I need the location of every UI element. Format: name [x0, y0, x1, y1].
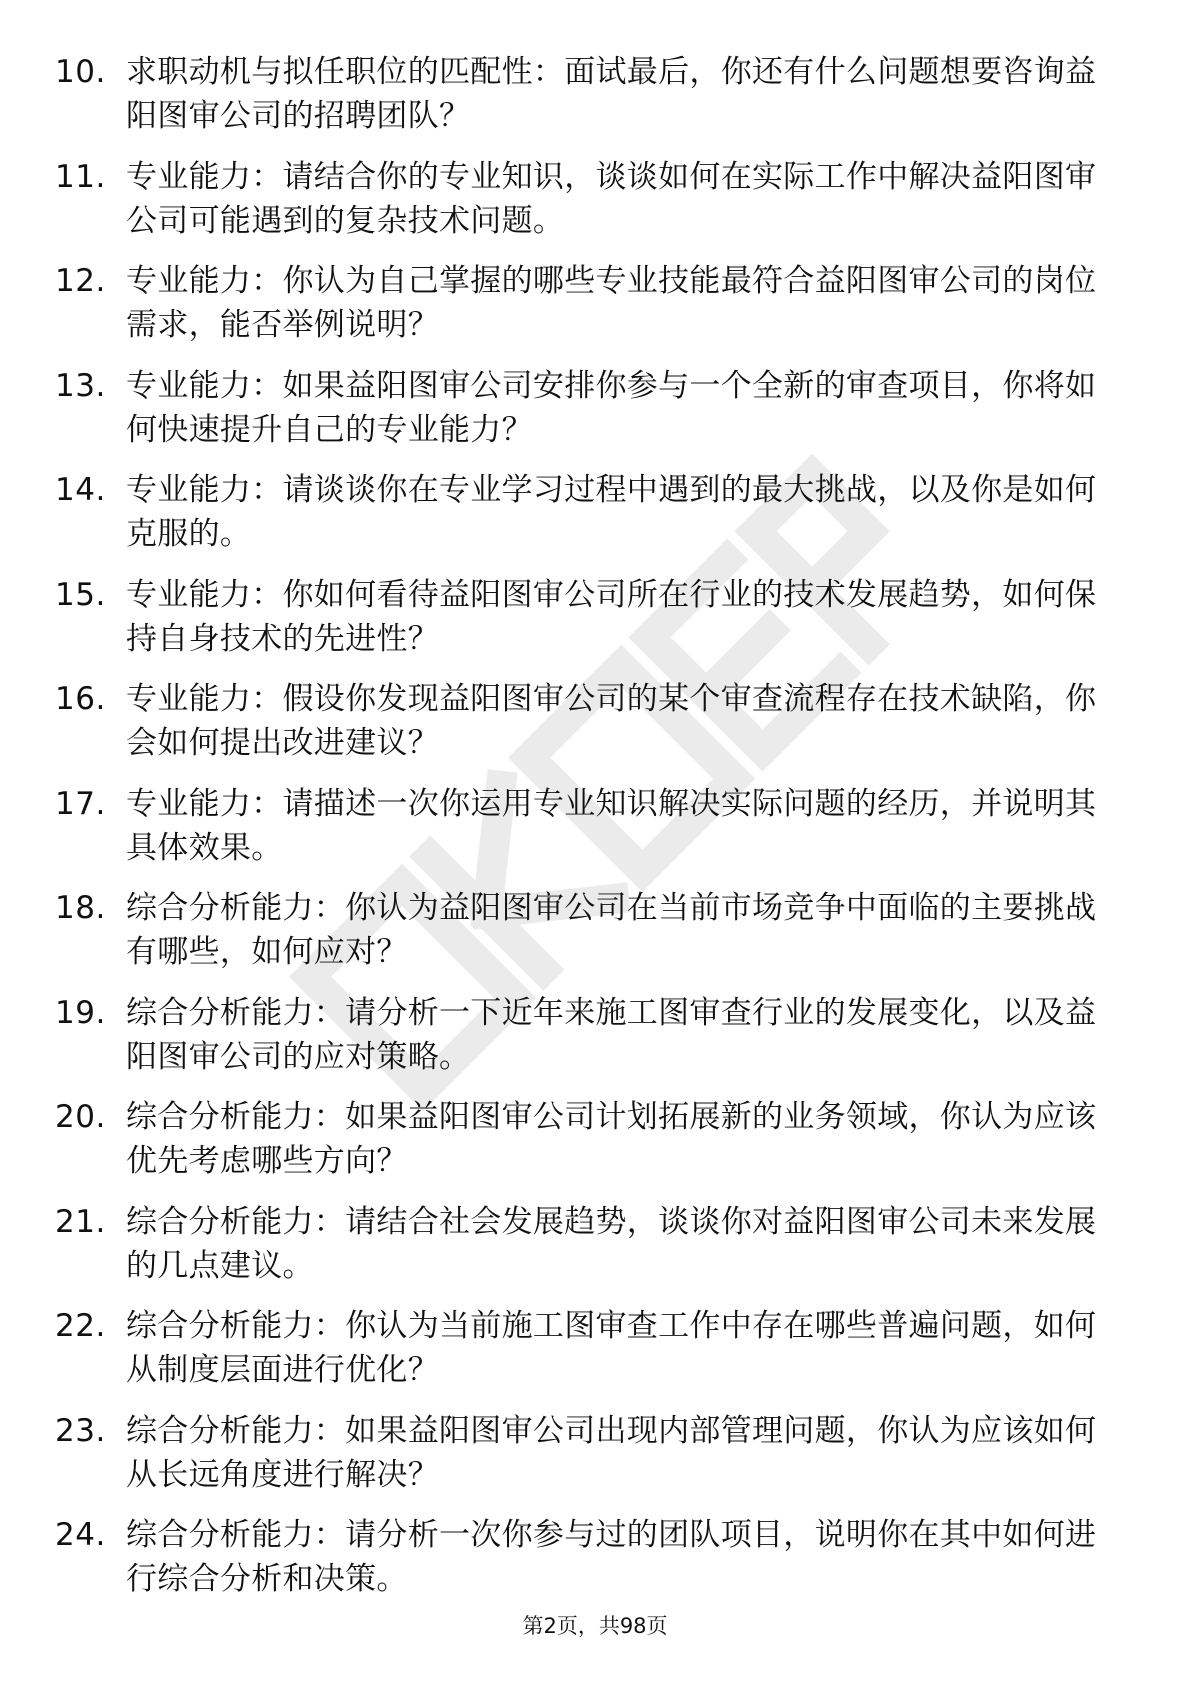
question-text: 专业能力：如果益阳图审公司安排你参与一个全新的审查项目，你将如何快速提升自己的专业能力？	[126, 367, 1097, 448]
question-item	[0, 1200, 1190, 1305]
question-item	[0, 573, 1190, 678]
question-number: 23.	[55, 1412, 106, 1449]
page-number-footer: 第2页，共98页	[522, 1614, 668, 1638]
question-number: 12.	[55, 263, 106, 299]
question-item	[0, 364, 1190, 469]
question-number: 10.	[55, 54, 106, 90]
question-item	[0, 1409, 1190, 1514]
question-text: 求职动机与拟任职位的匹配性：面试最后，你还有什么问题想要咨询益阳图审公司的招聘团队？	[126, 54, 1097, 134]
question-number: 13.	[55, 367, 106, 404]
question-text: 专业能力：你认为自己掌握的哪些专业技能最符合益阳图审公司的岗位需求，能否举例说明？	[126, 263, 1097, 343]
question-text: 综合分析能力：请分析一次你参与过的团队项目，说明你在其中如何进行综合分析和决策。	[126, 1517, 1097, 1597]
question-item	[0, 886, 1190, 991]
question-number: 18.	[55, 890, 106, 926]
question-text: 综合分析能力：请分析一下近年来施工图审查行业的发展变化，以及益阳图审公司的应对策略。	[126, 994, 1097, 1075]
question-item	[0, 155, 1190, 260]
question-item	[0, 1513, 1190, 1618]
question-item	[0, 259, 1190, 364]
question-list	[0, 50, 1190, 1618]
question-number: 14.	[55, 472, 106, 508]
question-text: 专业能力：请描述一次你运用专业知识解决实际问题的经历，并说明其具体效果。	[126, 785, 1097, 866]
question-text: 综合分析能力：如果益阳图审公司计划拓展新的业务领域，你认为应该优先考虑哪些方向？	[126, 1099, 1097, 1179]
question-item	[0, 468, 1190, 573]
question-item	[0, 677, 1190, 782]
question-text: 综合分析能力：你认为益阳图审公司在当前市场竞争中面临的主要挑战有哪些，如何应对？	[126, 890, 1097, 970]
question-text: 综合分析能力：请结合社会发展趋势，谈谈你对益阳图审公司未来发展的几点建议。	[126, 1203, 1097, 1284]
question-item	[0, 1095, 1190, 1200]
question-number: 15.	[55, 576, 106, 613]
question-number: 19.	[55, 994, 106, 1031]
question-item	[0, 991, 1190, 1096]
question-number: 11.	[55, 158, 106, 195]
question-number: 24.	[55, 1517, 106, 1553]
question-text: 专业能力：请谈谈你在专业学习过程中遇到的最大挑战，以及你是如何克服的。	[126, 472, 1097, 552]
question-text: 专业能力：请结合你的专业知识，谈谈如何在实际工作中解决益阳图审公司可能遇到的复杂技术问题。	[126, 158, 1097, 239]
question-number: 17.	[55, 785, 106, 822]
question-text: 综合分析能力：如果益阳图审公司出现内部管理问题，你认为应该如何从长远角度进行解决？	[126, 1412, 1097, 1493]
question-number: 22.	[55, 1308, 106, 1344]
question-text: 专业能力：你如何看待益阳图审公司所在行业的技术发展趋势，如何保持自身技术的先进性？	[126, 576, 1097, 657]
question-number: 21.	[55, 1203, 106, 1240]
question-text: 专业能力：假设你发现益阳图审公司的某个审查流程存在技术缺陷，你会如何提出改进建议？	[126, 681, 1097, 761]
question-text: 综合分析能力：你认为当前施工图审查工作中存在哪些普遍问题，如何从制度层面进行优化？	[126, 1308, 1097, 1388]
question-item	[0, 782, 1190, 887]
question-item	[0, 1304, 1190, 1409]
question-item	[0, 50, 1190, 155]
question-number: 20.	[55, 1099, 106, 1135]
question-number: 16.	[55, 681, 106, 717]
